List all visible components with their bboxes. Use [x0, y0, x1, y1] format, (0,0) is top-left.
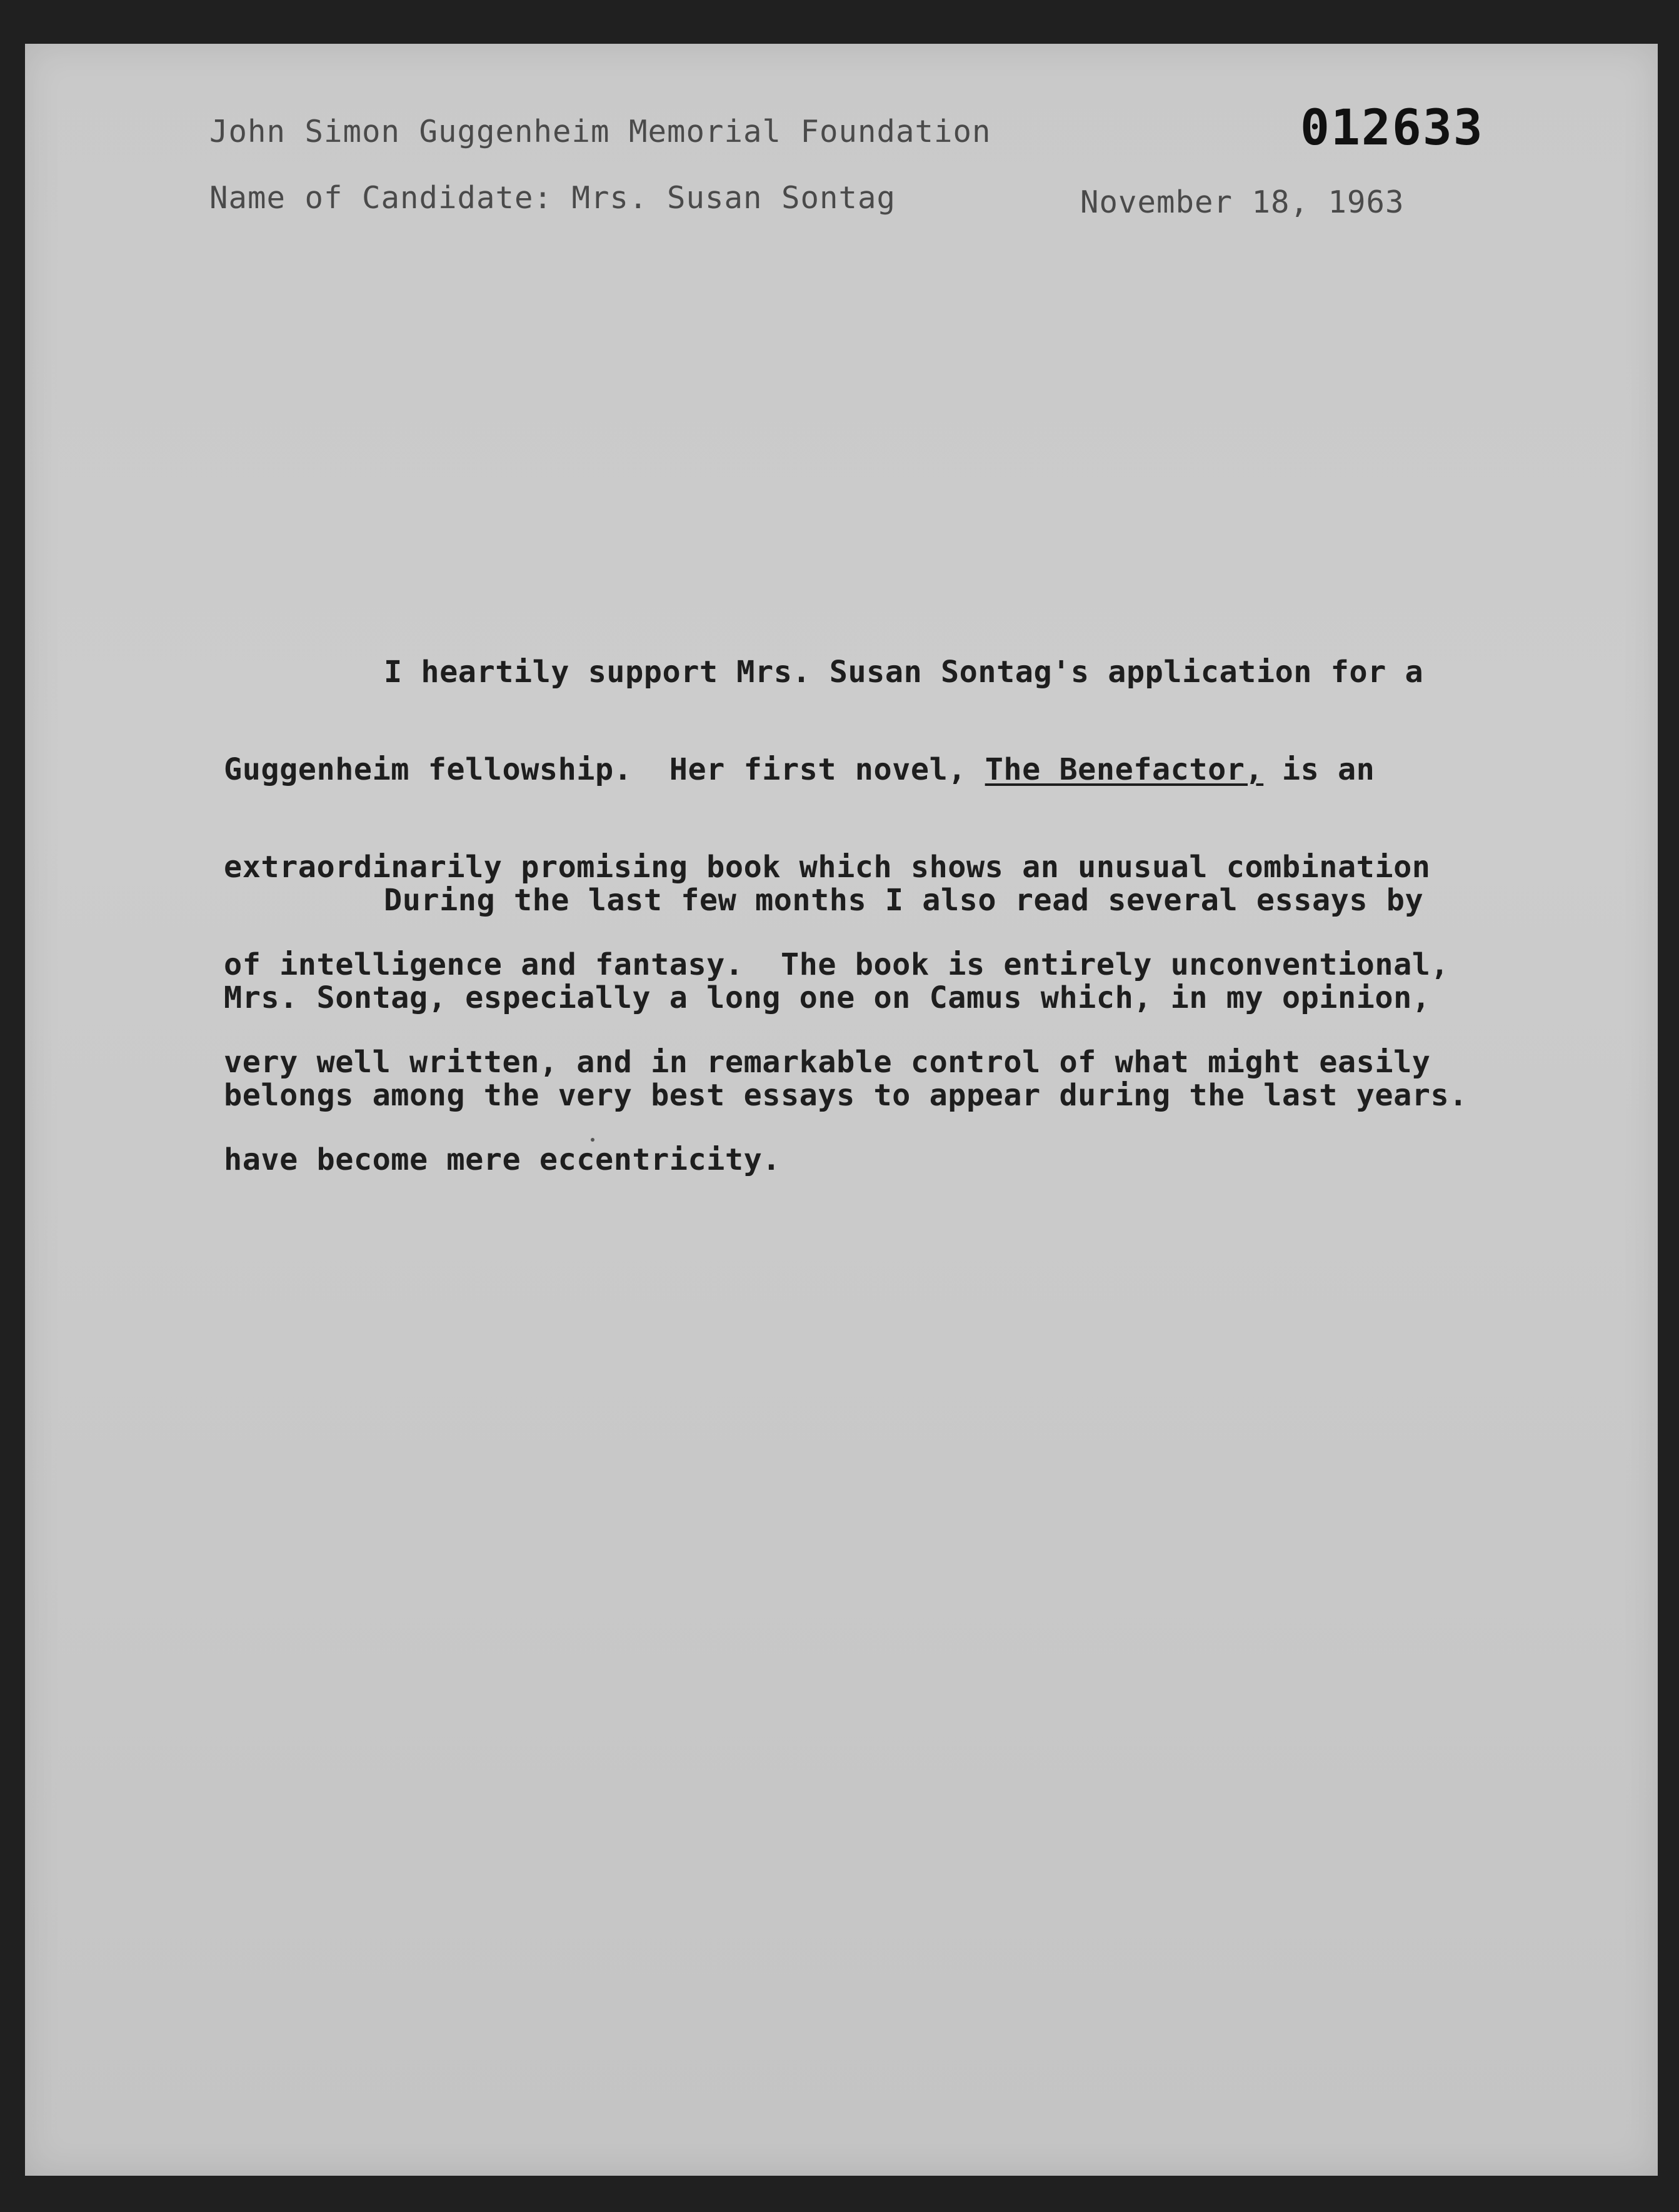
- paragraph-1-line-4: of intelligence and fantasy. The book is entirely unconventional,: [224, 947, 1450, 982]
- letter-date: November 18, 1963: [1080, 184, 1405, 220]
- paragraph-2: [224, 819, 1468, 1177]
- document-number: 012633: [1300, 100, 1484, 156]
- paper-speck: [591, 1138, 594, 1142]
- paragraph-1-line-3: extraordinarily promising book which shows an unusual combination: [224, 850, 1431, 885]
- candidate-name: Name of Candidate: Mrs. Susan Sontag: [209, 180, 896, 216]
- paragraph-2-line-3: belongs among the very best essays to appear during the last years.: [224, 1078, 1468, 1113]
- paragraph-1-line-5: very well written, and in remarkable control of what might easily: [224, 1045, 1431, 1080]
- letter-page: [25, 44, 1658, 2176]
- paragraph-2-line-2: Mrs. Sontag, especially a long one on Camus which, in my opinion,: [224, 980, 1431, 1015]
- paragraph-1-line-6: have become mere eccentricity.: [224, 1142, 781, 1177]
- novel-title: The Benefactor,: [985, 752, 1264, 787]
- paragraph-1-line-1: I heartily support Mrs. Susan Sontag's application for a: [384, 655, 1424, 690]
- paragraph-2-line-1: During the last few months I also read several essays by: [384, 883, 1424, 918]
- paragraph-1-line-2: Guggenheim fellowship. Her first novel, The Benefactor, is an: [224, 752, 1375, 787]
- foundation-name: John Simon Guggenheim Memorial Foundation: [209, 114, 991, 149]
